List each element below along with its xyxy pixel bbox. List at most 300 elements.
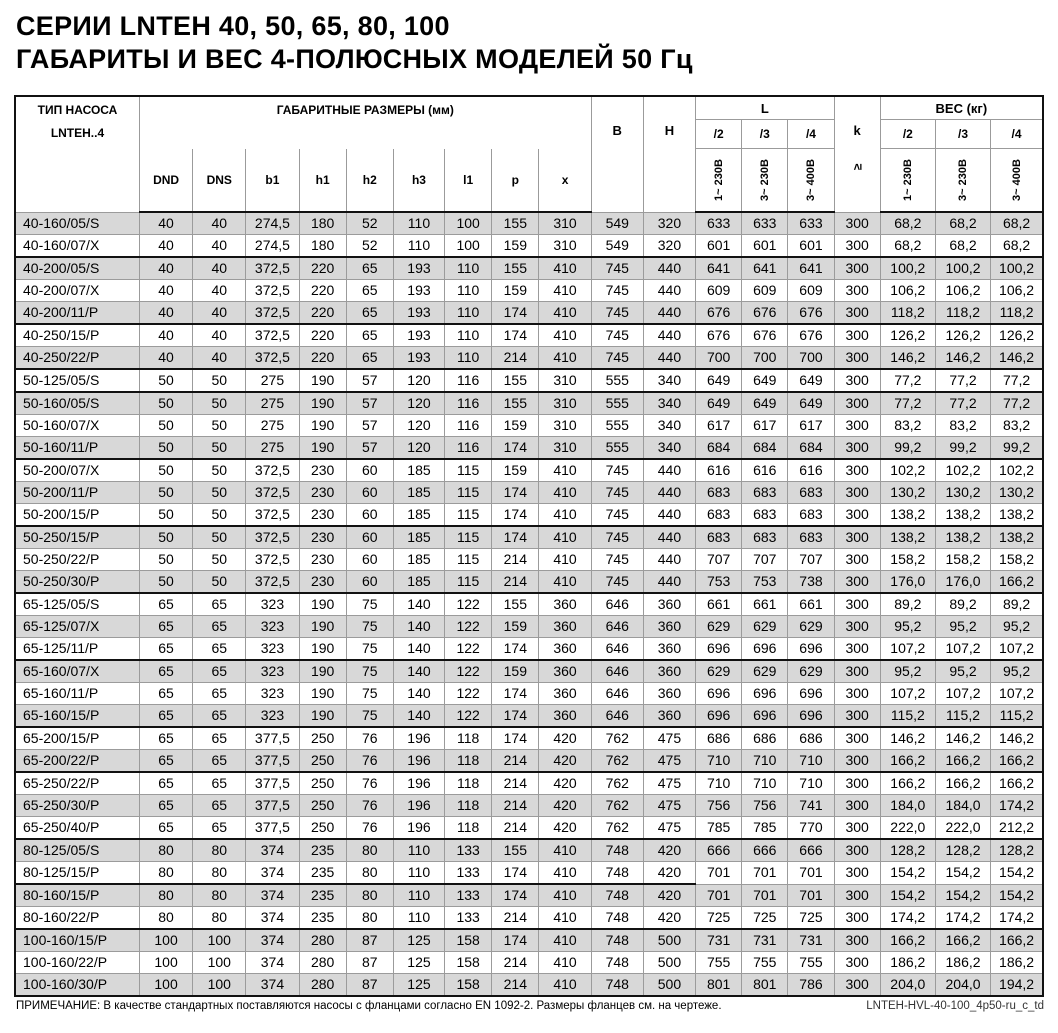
value-cell: 115 xyxy=(445,482,492,504)
value-cell: 222,0 xyxy=(935,817,990,840)
value-cell: 107,2 xyxy=(935,638,990,661)
value-cell: 154,2 xyxy=(991,862,1043,885)
table-row xyxy=(15,324,1043,347)
value-cell: 174 xyxy=(492,504,539,527)
value-cell: 115 xyxy=(445,549,492,571)
value-cell: 300 xyxy=(834,235,880,258)
value-cell: 155 xyxy=(492,839,539,862)
value-cell: 683 xyxy=(742,526,788,549)
value-cell: 280 xyxy=(299,929,346,952)
value-cell: 214 xyxy=(492,347,539,370)
value-cell: 110 xyxy=(393,907,444,930)
value-cell: 159 xyxy=(492,660,539,683)
model-cell: 80-125/05/S xyxy=(15,839,139,862)
value-cell: 50 xyxy=(193,526,246,549)
value-cell: 609 xyxy=(788,280,834,302)
value-cell: 230 xyxy=(299,571,346,594)
value-cell: 75 xyxy=(346,660,393,683)
table-row xyxy=(15,593,1043,616)
model-cell: 40-250/15/P xyxy=(15,324,139,347)
value-cell: 174,2 xyxy=(991,795,1043,817)
value-cell: 377,5 xyxy=(246,795,299,817)
value-cell: 174 xyxy=(492,302,539,325)
value-cell: 110 xyxy=(445,280,492,302)
value-cell: 410 xyxy=(539,504,591,527)
value-cell: 601 xyxy=(788,235,834,258)
value-cell: 745 xyxy=(591,526,643,549)
value-cell: 235 xyxy=(299,884,346,907)
value-cell: 155 xyxy=(492,392,539,415)
header-col-k xyxy=(834,96,880,212)
value-cell: 696 xyxy=(788,683,834,705)
value-cell: 80 xyxy=(139,862,192,885)
table-row xyxy=(15,571,1043,594)
value-cell: 440 xyxy=(643,504,695,527)
value-cell: 410 xyxy=(539,952,591,974)
value-cell: 174 xyxy=(492,324,539,347)
value-cell: 214 xyxy=(492,571,539,594)
value-cell: 549 xyxy=(591,235,643,258)
value-cell: 50 xyxy=(139,459,192,482)
value-cell: 110 xyxy=(393,235,444,258)
value-cell: 89,2 xyxy=(935,593,990,616)
value-cell: 683 xyxy=(788,526,834,549)
value-cell: 666 xyxy=(788,839,834,862)
header-dim-h1: h1 xyxy=(299,149,346,213)
value-cell: 360 xyxy=(643,638,695,661)
value-cell: 60 xyxy=(346,459,393,482)
value-cell: 140 xyxy=(393,683,444,705)
value-cell: 100 xyxy=(445,235,492,258)
header-L4-voltage xyxy=(788,149,834,213)
value-cell: 214 xyxy=(492,817,539,840)
value-cell: 372,5 xyxy=(246,571,299,594)
model-cell: 40-200/11/P xyxy=(15,302,139,325)
value-cell: 99,2 xyxy=(935,437,990,460)
value-cell: 220 xyxy=(299,347,346,370)
value-cell: 686 xyxy=(742,727,788,750)
table-row xyxy=(15,795,1043,817)
value-cell: 250 xyxy=(299,795,346,817)
table-row xyxy=(15,772,1043,795)
value-cell: 360 xyxy=(643,660,695,683)
model-cell: 50-160/11/P xyxy=(15,437,139,460)
value-cell: 50 xyxy=(193,437,246,460)
value-cell: 65 xyxy=(346,257,393,280)
value-cell: 89,2 xyxy=(991,593,1043,616)
value-cell: 50 xyxy=(193,415,246,437)
table-row xyxy=(15,392,1043,415)
table-row xyxy=(15,839,1043,862)
value-cell: 360 xyxy=(539,616,591,638)
value-cell: 374 xyxy=(246,862,299,885)
table-row xyxy=(15,235,1043,258)
value-cell: 107,2 xyxy=(880,638,935,661)
value-cell: 65 xyxy=(139,593,192,616)
value-cell: 641 xyxy=(696,257,742,280)
table-row xyxy=(15,415,1043,437)
value-cell: 184,0 xyxy=(935,795,990,817)
value-cell: 360 xyxy=(539,660,591,683)
value-cell: 374 xyxy=(246,974,299,997)
value-cell: 158,2 xyxy=(991,549,1043,571)
value-cell: 174,2 xyxy=(935,907,990,930)
value-cell: 65 xyxy=(139,727,192,750)
value-cell: 725 xyxy=(788,907,834,930)
header-col-B: B xyxy=(591,96,643,212)
value-cell: 649 xyxy=(696,392,742,415)
value-cell: 310 xyxy=(539,415,591,437)
value-cell: 683 xyxy=(696,482,742,504)
value-cell: 106,2 xyxy=(880,280,935,302)
value-cell: 214 xyxy=(492,549,539,571)
model-cell: 65-160/15/P xyxy=(15,705,139,728)
value-cell: 65 xyxy=(193,616,246,638)
value-cell: 40 xyxy=(139,324,192,347)
value-cell: 50 xyxy=(193,504,246,527)
value-cell: 138,2 xyxy=(991,526,1043,549)
value-cell: 420 xyxy=(539,750,591,773)
value-cell: 696 xyxy=(696,705,742,728)
value-cell: 275 xyxy=(246,437,299,460)
value-cell: 174,2 xyxy=(880,907,935,930)
value-cell: 102,2 xyxy=(880,459,935,482)
value-cell: 50 xyxy=(139,437,192,460)
value-cell: 75 xyxy=(346,638,393,661)
value-cell: 116 xyxy=(445,415,492,437)
value-cell: 130,2 xyxy=(935,482,990,504)
value-cell: 372,5 xyxy=(246,482,299,504)
value-cell: 166,2 xyxy=(935,750,990,773)
value-cell: 745 xyxy=(591,482,643,504)
value-cell: 300 xyxy=(834,504,880,527)
voltage-label: 1~ 230В xyxy=(901,159,914,201)
value-cell: 154,2 xyxy=(880,884,935,907)
value-cell: 80 xyxy=(346,907,393,930)
value-cell: 146,2 xyxy=(880,347,935,370)
value-cell: 138,2 xyxy=(935,526,990,549)
model-cell: 65-250/40/P xyxy=(15,817,139,840)
value-cell: 80 xyxy=(193,839,246,862)
value-cell: 745 xyxy=(591,504,643,527)
value-cell: 176,0 xyxy=(880,571,935,594)
value-cell: 100 xyxy=(445,212,492,235)
value-cell: 741 xyxy=(788,795,834,817)
table-header xyxy=(15,96,1043,212)
value-cell: 133 xyxy=(445,839,492,862)
value-cell: 126,2 xyxy=(935,324,990,347)
value-cell: 174,2 xyxy=(991,907,1043,930)
value-cell: 166,2 xyxy=(880,929,935,952)
value-cell: 410 xyxy=(539,302,591,325)
value-cell: 755 xyxy=(696,952,742,974)
value-cell: 186,2 xyxy=(935,952,990,974)
table-row xyxy=(15,504,1043,527)
model-cell: 50-200/15/P xyxy=(15,504,139,527)
value-cell: 50 xyxy=(139,526,192,549)
value-cell: 185 xyxy=(393,526,444,549)
value-cell: 159 xyxy=(492,459,539,482)
value-cell: 323 xyxy=(246,705,299,728)
value-cell: 50 xyxy=(193,369,246,392)
value-cell: 377,5 xyxy=(246,817,299,840)
value-cell: 204,0 xyxy=(935,974,990,997)
header-L4: /4 xyxy=(788,120,834,149)
value-cell: 310 xyxy=(539,392,591,415)
header-dim-h3: h3 xyxy=(393,149,444,213)
value-cell: 116 xyxy=(445,392,492,415)
value-cell: 410 xyxy=(539,839,591,862)
value-cell: 696 xyxy=(742,683,788,705)
value-cell: 118 xyxy=(445,817,492,840)
value-cell: 95,2 xyxy=(880,616,935,638)
table-row xyxy=(15,907,1043,930)
value-cell: 646 xyxy=(591,638,643,661)
value-cell: 128,2 xyxy=(880,839,935,862)
value-cell: 128,2 xyxy=(991,839,1043,862)
value-cell: 280 xyxy=(299,974,346,997)
value-cell: 374 xyxy=(246,907,299,930)
value-cell: 65 xyxy=(139,705,192,728)
value-cell: 745 xyxy=(591,459,643,482)
value-cell: 555 xyxy=(591,392,643,415)
value-cell: 300 xyxy=(834,705,880,728)
value-cell: 159 xyxy=(492,235,539,258)
value-cell: 300 xyxy=(834,347,880,370)
value-cell: 374 xyxy=(246,929,299,952)
value-cell: 756 xyxy=(742,795,788,817)
value-cell: 190 xyxy=(299,638,346,661)
value-cell: 500 xyxy=(643,952,695,974)
value-cell: 323 xyxy=(246,660,299,683)
page-title-line2: ГАБАРИТЫ И ВЕС 4-ПОЛЮСНЫХ МОДЕЛЕЙ 50 Гц xyxy=(16,43,693,74)
value-cell: 166,2 xyxy=(991,929,1043,952)
value-cell: 372,5 xyxy=(246,302,299,325)
value-cell: 275 xyxy=(246,369,299,392)
value-cell: 748 xyxy=(591,952,643,974)
value-cell: 95,2 xyxy=(880,660,935,683)
value-cell: 801 xyxy=(696,974,742,997)
value-cell: 323 xyxy=(246,616,299,638)
value-cell: 701 xyxy=(742,862,788,885)
value-cell: 374 xyxy=(246,839,299,862)
value-cell: 57 xyxy=(346,369,393,392)
value-cell: 731 xyxy=(742,929,788,952)
header-k-label: k xyxy=(853,123,861,138)
value-cell: 649 xyxy=(696,369,742,392)
value-cell: 696 xyxy=(742,705,788,728)
value-cell: 661 xyxy=(696,593,742,616)
value-cell: 146,2 xyxy=(991,347,1043,370)
value-cell: 420 xyxy=(643,907,695,930)
header-pump-type-line1: ТИП НАСОСА xyxy=(37,103,118,117)
value-cell: 174 xyxy=(492,482,539,504)
value-cell: 748 xyxy=(591,839,643,862)
value-cell: 731 xyxy=(696,929,742,952)
table-row xyxy=(15,369,1043,392)
model-cell: 50-250/15/P xyxy=(15,526,139,549)
value-cell: 377,5 xyxy=(246,772,299,795)
header-dim-h2: h2 xyxy=(346,149,393,213)
header-weight-group: ВЕС (кг) xyxy=(880,96,1043,120)
table-row xyxy=(15,750,1043,773)
value-cell: 725 xyxy=(742,907,788,930)
value-cell: 193 xyxy=(393,347,444,370)
value-cell: 174 xyxy=(492,929,539,952)
value-cell: 122 xyxy=(445,705,492,728)
header-dim-b1: b1 xyxy=(246,149,299,213)
value-cell: 65 xyxy=(193,727,246,750)
value-cell: 40 xyxy=(139,347,192,370)
value-cell: 166,2 xyxy=(991,772,1043,795)
table-row xyxy=(15,549,1043,571)
value-cell: 676 xyxy=(742,302,788,325)
value-cell: 235 xyxy=(299,907,346,930)
value-cell: 174 xyxy=(492,862,539,885)
value-cell: 115 xyxy=(445,459,492,482)
value-cell: 300 xyxy=(834,482,880,504)
value-cell: 360 xyxy=(539,683,591,705)
value-cell: 710 xyxy=(696,750,742,773)
header-dim-p: p xyxy=(492,149,539,213)
value-cell: 410 xyxy=(539,862,591,885)
footnote: ПРИМЕЧАНИЕ: В качестве стандартных поставляются насосы с фланцами согласно EN 1092-2. Размеры фланцев см. на чертеже. xyxy=(16,1000,722,1012)
value-cell: 174 xyxy=(492,727,539,750)
value-cell: 250 xyxy=(299,727,346,750)
value-cell: 762 xyxy=(591,817,643,840)
value-cell: 420 xyxy=(539,727,591,750)
value-cell: 130,2 xyxy=(880,482,935,504)
value-cell: 683 xyxy=(696,526,742,549)
value-cell: 77,2 xyxy=(935,392,990,415)
value-cell: 220 xyxy=(299,257,346,280)
value-cell: 185 xyxy=(393,482,444,504)
value-cell: 87 xyxy=(346,929,393,952)
value-cell: 80 xyxy=(346,884,393,907)
value-cell: 116 xyxy=(445,369,492,392)
value-cell: 118 xyxy=(445,727,492,750)
value-cell: 174 xyxy=(492,526,539,549)
value-cell: 440 xyxy=(643,526,695,549)
model-cell: 65-125/11/P xyxy=(15,638,139,661)
value-cell: 77,2 xyxy=(991,369,1043,392)
value-cell: 235 xyxy=(299,862,346,885)
value-cell: 440 xyxy=(643,571,695,594)
table-row xyxy=(15,817,1043,840)
value-cell: 65 xyxy=(139,750,192,773)
value-cell: 274,5 xyxy=(246,235,299,258)
value-cell: 196 xyxy=(393,750,444,773)
value-cell: 155 xyxy=(492,369,539,392)
value-cell: 676 xyxy=(788,324,834,347)
value-cell: 50 xyxy=(193,392,246,415)
value-cell: 300 xyxy=(834,952,880,974)
value-cell: 601 xyxy=(696,235,742,258)
value-cell: 617 xyxy=(788,415,834,437)
value-cell: 323 xyxy=(246,638,299,661)
value-cell: 676 xyxy=(742,324,788,347)
value-cell: 629 xyxy=(788,616,834,638)
value-cell: 701 xyxy=(696,884,742,907)
value-cell: 666 xyxy=(696,839,742,862)
value-cell: 75 xyxy=(346,683,393,705)
voltage-label: 3~ 400В xyxy=(1010,159,1023,201)
value-cell: 138,2 xyxy=(991,504,1043,527)
value-cell: 420 xyxy=(643,862,695,885)
value-cell: 300 xyxy=(834,638,880,661)
value-cell: 410 xyxy=(539,884,591,907)
table-row xyxy=(15,459,1043,482)
value-cell: 115,2 xyxy=(991,705,1043,728)
value-cell: 166,2 xyxy=(880,750,935,773)
value-cell: 372,5 xyxy=(246,347,299,370)
value-cell: 230 xyxy=(299,526,346,549)
value-cell: 440 xyxy=(643,347,695,370)
header-W4-voltage xyxy=(991,149,1043,213)
value-cell: 500 xyxy=(643,974,695,997)
model-cell: 40-160/07/X xyxy=(15,235,139,258)
value-cell: 629 xyxy=(742,660,788,683)
value-cell: 616 xyxy=(696,459,742,482)
value-cell: 40 xyxy=(193,212,246,235)
table-row xyxy=(15,705,1043,728)
value-cell: 174 xyxy=(492,683,539,705)
value-cell: 68,2 xyxy=(880,235,935,258)
value-cell: 166,2 xyxy=(991,571,1043,594)
model-cell: 65-160/11/P xyxy=(15,683,139,705)
value-cell: 60 xyxy=(346,571,393,594)
value-cell: 300 xyxy=(834,571,880,594)
value-cell: 410 xyxy=(539,571,591,594)
header-L3: /3 xyxy=(742,120,788,149)
model-cell: 40-200/07/X xyxy=(15,280,139,302)
value-cell: 616 xyxy=(788,459,834,482)
value-cell: 696 xyxy=(696,638,742,661)
value-cell: 410 xyxy=(539,324,591,347)
value-cell: 65 xyxy=(193,660,246,683)
value-cell: 475 xyxy=(643,817,695,840)
value-cell: 204,0 xyxy=(880,974,935,997)
model-cell: 50-160/07/X xyxy=(15,415,139,437)
table-row xyxy=(15,616,1043,638)
value-cell: 77,2 xyxy=(991,392,1043,415)
value-cell: 250 xyxy=(299,772,346,795)
table-row xyxy=(15,974,1043,997)
model-cell: 40-200/05/S xyxy=(15,257,139,280)
header-W3: /3 xyxy=(935,120,990,149)
value-cell: 65 xyxy=(139,795,192,817)
value-cell: 122 xyxy=(445,593,492,616)
value-cell: 683 xyxy=(788,504,834,527)
header-k-ge-symbol: ≥ xyxy=(850,163,865,171)
value-cell: 190 xyxy=(299,369,346,392)
value-cell: 661 xyxy=(788,593,834,616)
value-cell: 40 xyxy=(193,235,246,258)
value-cell: 440 xyxy=(643,549,695,571)
value-cell: 300 xyxy=(834,549,880,571)
value-cell: 118 xyxy=(445,750,492,773)
value-cell: 340 xyxy=(643,437,695,460)
value-cell: 377,5 xyxy=(246,727,299,750)
value-cell: 372,5 xyxy=(246,526,299,549)
value-cell: 300 xyxy=(834,660,880,683)
value-cell: 155 xyxy=(492,257,539,280)
value-cell: 500 xyxy=(643,929,695,952)
value-cell: 95,2 xyxy=(991,616,1043,638)
value-cell: 745 xyxy=(591,549,643,571)
table-row xyxy=(15,526,1043,549)
value-cell: 155 xyxy=(492,212,539,235)
